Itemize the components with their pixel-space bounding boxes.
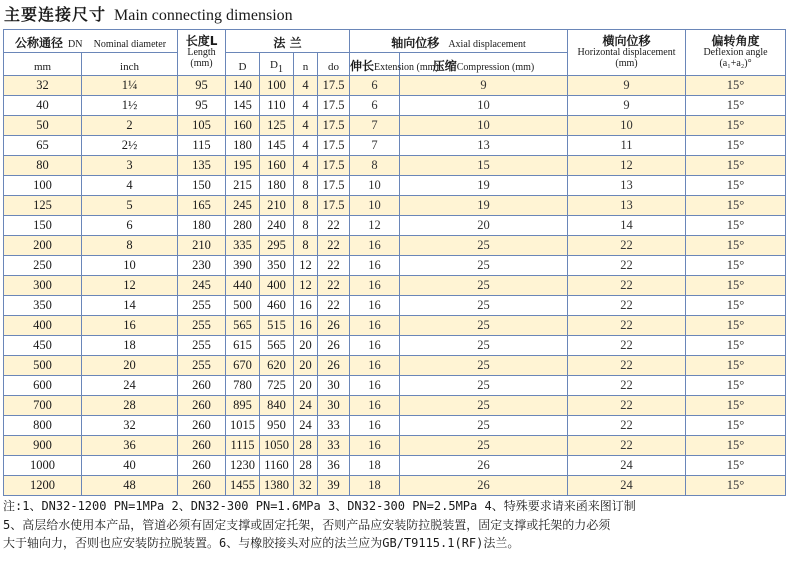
cell-inch: 32 [82,416,178,436]
cell-extension: 16 [350,316,400,336]
cell-flange-do: 39 [318,476,350,496]
cell-flange-D1: 110 [260,96,294,116]
cell-angle: 15° [686,376,786,396]
cell-mm: 40 [4,96,82,116]
cell-mm: 900 [4,436,82,456]
cell-angle: 15° [686,436,786,456]
cell-mm: 500 [4,356,82,376]
cell-flange-do: 22 [318,236,350,256]
cell-inch: 18 [82,336,178,356]
cell-mm: 800 [4,416,82,436]
note-line-2: 5、高层给水使用本产品，管道必须有固定支撑或固定托架，否则产品应安装防拉脱装置，固定支撑或托架的力必须 [3,517,611,532]
header-flange-D1: $D_1$ [260,53,294,76]
cell-inch: 2 [82,116,178,136]
cell-flange-do: 22 [318,276,350,296]
cell-flange-D1: 840 [260,396,294,416]
cell-extension: 16 [350,336,400,356]
cell-compression: 25 [400,276,568,296]
table-row [4,196,786,216]
cell-mm: 65 [4,136,82,156]
cell-inch: 48 [82,476,178,496]
cell-inch: 4 [82,176,178,196]
cell-horizontal: 10 [568,116,686,136]
cell-flange-n: 8 [294,236,318,256]
cell-horizontal: 11 [568,136,686,156]
cell-flange-D1: 180 [260,176,294,196]
cell-compression: 10 [400,96,568,116]
cell-flange-D1: 100 [260,76,294,96]
cell-horizontal: 22 [568,356,686,376]
cell-extension: 16 [350,256,400,276]
cell-horizontal: 22 [568,376,686,396]
cell-inch: 1½ [82,96,178,116]
cell-flange-do: 36 [318,456,350,476]
cell-flange-n: 8 [294,216,318,236]
cell-flange-D1: 1050 [260,436,294,456]
cell-mm: 700 [4,396,82,416]
cell-flange-D: 280 [226,216,260,236]
page-title [4,2,293,24]
cell-extension: 6 [350,96,400,116]
cell-flange-D1: 620 [260,356,294,376]
cell-horizontal: 22 [568,296,686,316]
title-cn: 主要连接尺寸 [4,5,107,24]
cell-angle: 15° [686,196,786,216]
cell-compression: 25 [400,336,568,356]
cell-flange-n: 20 [294,356,318,376]
cell-length: 260 [178,376,226,396]
cell-compression: 25 [400,356,568,376]
cell-compression: 19 [400,176,568,196]
cell-flange-D: 780 [226,376,260,396]
header-length: 长度L Length (mm) [178,30,226,76]
cell-flange-D1: 950 [260,416,294,436]
cell-horizontal: 24 [568,456,686,476]
cell-flange-do: 17.5 [318,196,350,216]
table-row [4,456,786,476]
cell-flange-n: 24 [294,416,318,436]
cell-mm: 1200 [4,476,82,496]
cell-length: 230 [178,256,226,276]
cell-horizontal: 22 [568,436,686,456]
cell-horizontal: 22 [568,256,686,276]
cell-flange-D: 565 [226,316,260,336]
cell-flange-do: 26 [318,356,350,376]
cell-angle: 15° [686,476,786,496]
cell-compression: 19 [400,196,568,216]
cell-mm: 250 [4,256,82,276]
cell-flange-D: 895 [226,396,260,416]
dimension-table [3,29,786,496]
cell-mm: 400 [4,316,82,336]
cell-extension: 16 [350,436,400,456]
cell-flange-do: 17.5 [318,96,350,116]
cell-mm: 125 [4,196,82,216]
note-line-1: 注:1、DN32-1200 PN=1MPa 2、DN32-300 PN=1.6MPa 3、DN32-300 PN=2.5MPa 4、特殊要求请来函来图订制 [3,499,636,513]
cell-extension: 16 [350,356,400,376]
cell-inch: 2½ [82,136,178,156]
cell-horizontal: 22 [568,416,686,436]
cell-angle: 15° [686,456,786,476]
table-row [4,96,786,116]
cell-length: 260 [178,456,226,476]
cell-flange-do: 33 [318,436,350,456]
cell-extension: 16 [350,276,400,296]
cell-inch: 1¼ [82,76,178,96]
cell-flange-n: 20 [294,336,318,356]
cell-flange-n: 16 [294,316,318,336]
cell-compression: 25 [400,376,568,396]
cell-length: 255 [178,296,226,316]
cell-extension: 16 [350,236,400,256]
cell-flange-D1: 1160 [260,456,294,476]
cell-extension: 10 [350,176,400,196]
table-row [4,356,786,376]
cell-compression: 15 [400,156,568,176]
cell-flange-do: 22 [318,256,350,276]
cell-inch: 24 [82,376,178,396]
cell-extension: 10 [350,196,400,216]
cell-extension: 7 [350,136,400,156]
cell-angle: 15° [686,136,786,156]
cell-horizontal: 13 [568,196,686,216]
cell-extension: 8 [350,156,400,176]
cell-inch: 8 [82,236,178,256]
cell-mm: 300 [4,276,82,296]
cell-flange-D: 1115 [226,436,260,456]
cell-flange-D1: 565 [260,336,294,356]
cell-angle: 15° [686,236,786,256]
cell-compression: 25 [400,396,568,416]
table-row [4,256,786,276]
cell-compression: 26 [400,456,568,476]
cell-compression: 25 [400,296,568,316]
cell-angle: 15° [686,116,786,136]
cell-inch: 3 [82,156,178,176]
cell-inch: 40 [82,456,178,476]
cell-flange-n: 12 [294,276,318,296]
header-flange-do: do [318,53,350,76]
header-deflexion-angle: 偏转角度 Deflexion angle (a₁+a₂)° [686,30,786,76]
header-extension: 伸长Extension (mm) [350,53,400,76]
cell-compression: 9 [400,76,568,96]
cell-flange-D: 670 [226,356,260,376]
cell-extension: 16 [350,296,400,316]
cell-compression: 20 [400,216,568,236]
cell-flange-D1: 1380 [260,476,294,496]
table-row [4,476,786,496]
cell-inch: 12 [82,276,178,296]
header-mm: mm [4,53,82,76]
cell-mm: 50 [4,116,82,136]
cell-compression: 10 [400,116,568,136]
cell-flange-n: 12 [294,256,318,276]
cell-extension: 16 [350,376,400,396]
cell-length: 135 [178,156,226,176]
cell-angle: 15° [686,156,786,176]
cell-compression: 13 [400,136,568,156]
cell-extension: 16 [350,396,400,416]
cell-flange-n: 4 [294,76,318,96]
table-row [4,416,786,436]
table-row [4,176,786,196]
table-body [4,76,786,496]
cell-mm: 80 [4,156,82,176]
cell-flange-do: 26 [318,336,350,356]
cell-horizontal: 22 [568,316,686,336]
table-row [4,156,786,176]
header-inch: inch [82,53,178,76]
cell-angle: 15° [686,336,786,356]
header-nominal-diameter: 公称通径 DN Nominal diameter [4,30,178,53]
cell-compression: 25 [400,236,568,256]
cell-flange-n: 32 [294,476,318,496]
cell-length: 260 [178,476,226,496]
table-row [4,76,786,96]
cell-flange-n: 28 [294,456,318,476]
cell-length: 255 [178,336,226,356]
cell-angle: 15° [686,316,786,336]
cell-angle: 15° [686,276,786,296]
table-row [4,216,786,236]
cell-length: 255 [178,356,226,376]
cell-length: 260 [178,436,226,456]
cell-angle: 15° [686,96,786,116]
cell-flange-do: 30 [318,376,350,396]
header-flange-n: n [294,53,318,76]
cell-angle: 15° [686,76,786,96]
cell-flange-D1: 350 [260,256,294,276]
cell-flange-n: 4 [294,156,318,176]
cell-flange-D: 215 [226,176,260,196]
cell-inch: 14 [82,296,178,316]
cell-angle: 15° [686,396,786,416]
cell-inch: 28 [82,396,178,416]
table-row [4,136,786,156]
cell-angle: 15° [686,356,786,376]
cell-flange-do: 22 [318,216,350,236]
cell-horizontal: 12 [568,156,686,176]
cell-inch: 10 [82,256,178,276]
cell-flange-do: 17.5 [318,136,350,156]
header-compression: 压缩Compression (mm) [400,53,568,76]
cell-flange-D1: 295 [260,236,294,256]
note-line-3: 大于轴向力，否则也应安装防拉脱装置。6、与橡胶接头对应的法兰应为GB/T9115.1(RF)法兰。 [3,536,520,550]
cell-length: 105 [178,116,226,136]
cell-length: 180 [178,216,226,236]
cell-inch: 36 [82,436,178,456]
cell-flange-D: 140 [226,76,260,96]
cell-length: 165 [178,196,226,216]
cell-horizontal: 22 [568,276,686,296]
cell-compression: 26 [400,476,568,496]
cell-flange-D: 500 [226,296,260,316]
cell-extension: 12 [350,216,400,236]
cell-flange-n: 8 [294,196,318,216]
table-row [4,276,786,296]
cell-angle: 15° [686,256,786,276]
cell-flange-D1: 160 [260,156,294,176]
cell-angle: 15° [686,176,786,196]
cell-extension: 18 [350,476,400,496]
cell-mm: 200 [4,236,82,256]
cell-compression: 25 [400,436,568,456]
cell-compression: 25 [400,316,568,336]
cell-flange-D1: 400 [260,276,294,296]
cell-length: 260 [178,416,226,436]
notes [3,497,787,553]
cell-flange-D: 1230 [226,456,260,476]
cell-horizontal: 22 [568,396,686,416]
cell-horizontal: 9 [568,96,686,116]
table-row [4,316,786,336]
header-horizontal-displacement: 横向位移 Horizontal displacement (mm) [568,30,686,76]
cell-length: 115 [178,136,226,156]
cell-mm: 100 [4,176,82,196]
cell-mm: 150 [4,216,82,236]
cell-flange-do: 22 [318,296,350,316]
cell-inch: 16 [82,316,178,336]
cell-flange-do: 17.5 [318,156,350,176]
cell-flange-do: 17.5 [318,116,350,136]
table-row [4,396,786,416]
table-row [4,116,786,136]
cell-mm: 350 [4,296,82,316]
cell-extension: 6 [350,76,400,96]
cell-mm: 32 [4,76,82,96]
header-axial-displacement: 轴向位移 Axial displacement [350,30,568,53]
cell-inch: 5 [82,196,178,216]
title-en: Main connecting dimension [114,7,293,24]
cell-flange-D: 615 [226,336,260,356]
cell-angle: 15° [686,416,786,436]
cell-flange-n: 28 [294,436,318,456]
cell-flange-D: 335 [226,236,260,256]
cell-flange-D1: 145 [260,136,294,156]
cell-flange-D: 245 [226,196,260,216]
table-row [4,376,786,396]
table-row [4,336,786,356]
cell-flange-do: 33 [318,416,350,436]
cell-flange-D1: 240 [260,216,294,236]
cell-extension: 16 [350,416,400,436]
cell-flange-D: 195 [226,156,260,176]
cell-horizontal: 22 [568,336,686,356]
cell-flange-n: 24 [294,396,318,416]
cell-flange-D1: 125 [260,116,294,136]
cell-length: 245 [178,276,226,296]
cell-flange-do: 17.5 [318,76,350,96]
cell-flange-n: 16 [294,296,318,316]
cell-angle: 15° [686,216,786,236]
cell-flange-D: 390 [226,256,260,276]
cell-length: 260 [178,396,226,416]
cell-flange-do: 17.5 [318,176,350,196]
cell-flange-D: 180 [226,136,260,156]
cell-horizontal: 13 [568,176,686,196]
cell-flange-n: 4 [294,96,318,116]
cell-flange-n: 4 [294,136,318,156]
cell-flange-D: 1455 [226,476,260,496]
cell-inch: 6 [82,216,178,236]
cell-extension: 7 [350,116,400,136]
cell-horizontal: 9 [568,76,686,96]
table-row [4,296,786,316]
header-flange: 法 兰 [226,30,350,53]
cell-mm: 600 [4,376,82,396]
header-flange-D: D [226,53,260,76]
cell-flange-D: 145 [226,96,260,116]
cell-horizontal: 22 [568,236,686,256]
cell-compression: 25 [400,256,568,276]
cell-flange-D1: 725 [260,376,294,396]
cell-horizontal: 24 [568,476,686,496]
cell-horizontal: 14 [568,216,686,236]
cell-flange-D1: 460 [260,296,294,316]
cell-flange-D1: 515 [260,316,294,336]
cell-length: 210 [178,236,226,256]
cell-inch: 20 [82,356,178,376]
cell-flange-D: 1015 [226,416,260,436]
cell-mm: 1000 [4,456,82,476]
cell-flange-n: 4 [294,116,318,136]
cell-mm: 450 [4,336,82,356]
cell-flange-do: 26 [318,316,350,336]
cell-extension: 18 [350,456,400,476]
cell-flange-D1: 210 [260,196,294,216]
cell-length: 255 [178,316,226,336]
table-row [4,436,786,456]
cell-flange-do: 30 [318,396,350,416]
cell-flange-D: 440 [226,276,260,296]
cell-length: 95 [178,76,226,96]
table-row [4,236,786,256]
cell-flange-D: 160 [226,116,260,136]
cell-length: 95 [178,96,226,116]
cell-flange-n: 20 [294,376,318,396]
cell-flange-n: 8 [294,176,318,196]
cell-compression: 25 [400,416,568,436]
cell-length: 150 [178,176,226,196]
cell-angle: 15° [686,296,786,316]
